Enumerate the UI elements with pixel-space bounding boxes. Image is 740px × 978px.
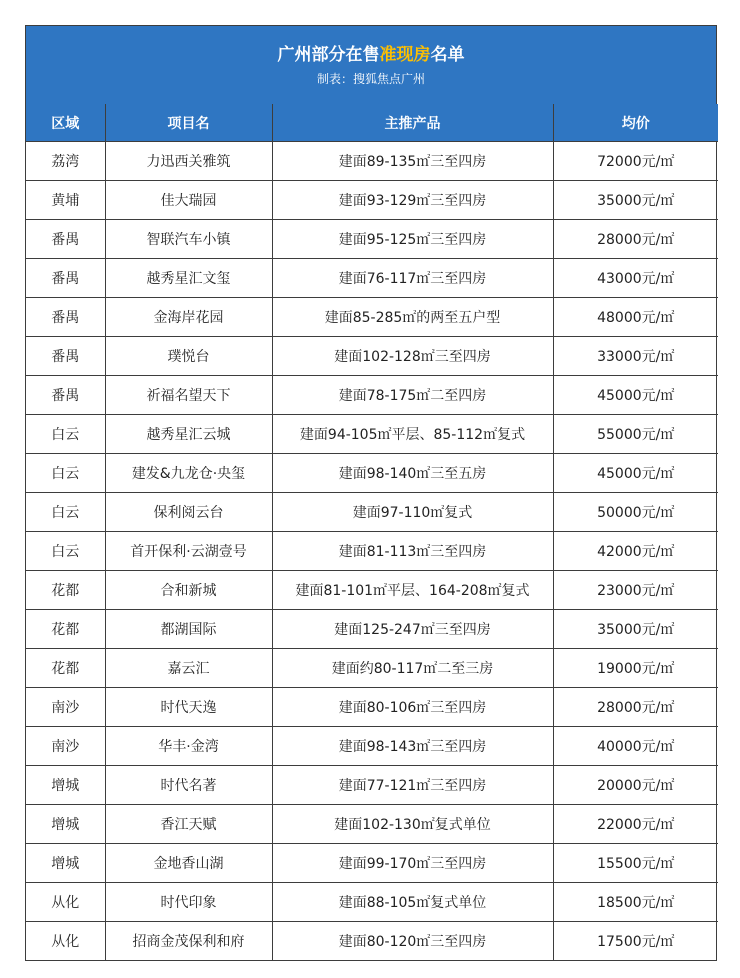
cell-product: 建面81-101㎡平层、164-208㎡复式 <box>272 571 553 610</box>
cell-project: 时代名著 <box>105 766 272 805</box>
cell-district: 从化 <box>26 883 105 922</box>
cell-project: 祈福名望天下 <box>105 376 272 415</box>
cell-product: 建面78-175㎡二至四房 <box>272 376 553 415</box>
cell-district: 增城 <box>26 805 105 844</box>
cell-district: 白云 <box>26 415 105 454</box>
cell-project: 建发&九龙仓·央玺 <box>105 454 272 493</box>
cell-project: 金地香山湖 <box>105 844 272 883</box>
cell-district: 番禺 <box>26 220 105 259</box>
cell-product: 建面89-135㎡三至四房 <box>272 142 553 181</box>
column-header-project: 项目名 <box>105 104 272 142</box>
cell-product: 建面98-140㎡三至五房 <box>272 454 553 493</box>
cell-district: 增城 <box>26 844 105 883</box>
cell-district: 花都 <box>26 649 105 688</box>
cell-project: 智联汽车小镇 <box>105 220 272 259</box>
cell-product: 建面102-130㎡复式单位 <box>272 805 553 844</box>
table-row <box>26 844 718 883</box>
cell-product: 建面93-129㎡三至四房 <box>272 181 553 220</box>
table-row <box>26 883 718 922</box>
cell-project: 合和新城 <box>105 571 272 610</box>
table-row <box>26 649 718 688</box>
title-prefix: 广州部分在售 <box>277 45 380 65</box>
cell-district: 番禺 <box>26 337 105 376</box>
cell-project: 越秀星汇云城 <box>105 415 272 454</box>
title-highlight: 准现房 <box>379 45 431 65</box>
cell-project: 嘉云汇 <box>105 649 272 688</box>
cell-project: 时代印象 <box>105 883 272 922</box>
cell-product: 建面81-113㎡三至四房 <box>272 532 553 571</box>
cell-price: 48000元/㎡ <box>553 298 718 337</box>
column-header-product: 主推产品 <box>272 104 553 142</box>
cell-price: 55000元/㎡ <box>553 415 718 454</box>
column-header-district: 区域 <box>26 104 105 142</box>
table-row <box>26 298 718 337</box>
cell-district: 番禺 <box>26 259 105 298</box>
cell-product: 建面85-285㎡的两至五户型 <box>272 298 553 337</box>
table-row <box>26 610 718 649</box>
cell-district: 从化 <box>26 922 105 961</box>
table-row <box>26 259 718 298</box>
table-row <box>26 727 718 766</box>
cell-district: 白云 <box>26 493 105 532</box>
cell-price: 72000元/㎡ <box>553 142 718 181</box>
cell-district: 南沙 <box>26 688 105 727</box>
table-row <box>26 454 718 493</box>
cell-district: 番禺 <box>26 298 105 337</box>
cell-district: 白云 <box>26 454 105 493</box>
cell-price: 17500元/㎡ <box>553 922 718 961</box>
cell-project: 都湖国际 <box>105 610 272 649</box>
cell-district: 花都 <box>26 571 105 610</box>
cell-price: 28000元/㎡ <box>553 688 718 727</box>
cell-product: 建面95-125㎡三至四房 <box>272 220 553 259</box>
cell-project: 时代天逸 <box>105 688 272 727</box>
table-row <box>26 142 718 181</box>
cell-project: 华丰·金湾 <box>105 727 272 766</box>
table-row <box>26 337 718 376</box>
table-subtitle: 制表：搜狐焦点广州 <box>316 72 425 86</box>
table-title <box>26 43 716 67</box>
cell-district: 黄埔 <box>26 181 105 220</box>
cell-district: 花都 <box>26 610 105 649</box>
table-row <box>26 220 718 259</box>
cell-project: 力迅西关雅筑 <box>105 142 272 181</box>
cell-price: 40000元/㎡ <box>553 727 718 766</box>
cell-product: 建面80-120㎡三至四房 <box>272 922 553 961</box>
cell-price: 50000元/㎡ <box>553 493 718 532</box>
cell-district: 荔湾 <box>26 142 105 181</box>
cell-product: 建面80-106㎡三至四房 <box>272 688 553 727</box>
cell-product: 建面98-143㎡三至四房 <box>272 727 553 766</box>
cell-product: 建面76-117㎡三至四房 <box>272 259 553 298</box>
cell-project: 璞悦台 <box>105 337 272 376</box>
cell-product: 建面88-105㎡复式单位 <box>272 883 553 922</box>
cell-project: 招商金茂保利和府 <box>105 922 272 961</box>
cell-product: 建面97-110㎡复式 <box>272 493 553 532</box>
cell-price: 18500元/㎡ <box>553 883 718 922</box>
cell-price: 15500元/㎡ <box>553 844 718 883</box>
cell-price: 43000元/㎡ <box>553 259 718 298</box>
table-row <box>26 376 718 415</box>
column-header-price: 均价 <box>553 104 718 142</box>
cell-price: 42000元/㎡ <box>553 532 718 571</box>
table-row <box>26 571 718 610</box>
cell-district: 白云 <box>26 532 105 571</box>
cell-district: 增城 <box>26 766 105 805</box>
table-row <box>26 922 718 961</box>
cell-price: 28000元/㎡ <box>553 220 718 259</box>
table-row <box>26 415 718 454</box>
cell-product: 建面99-170㎡三至四房 <box>272 844 553 883</box>
table-row <box>26 766 718 805</box>
cell-project: 首开保利·云湖壹号 <box>105 532 272 571</box>
cell-price: 33000元/㎡ <box>553 337 718 376</box>
title-suffix: 名单 <box>430 45 465 65</box>
cell-product: 建面94-105㎡平层、85-112㎡复式 <box>272 415 553 454</box>
table-banner <box>26 26 716 104</box>
cell-project: 越秀星汇文玺 <box>105 259 272 298</box>
cell-project: 香江天赋 <box>105 805 272 844</box>
cell-product: 建面102-128㎡三至四房 <box>272 337 553 376</box>
cell-price: 19000元/㎡ <box>553 649 718 688</box>
cell-price: 35000元/㎡ <box>553 610 718 649</box>
listing-table <box>26 104 718 960</box>
cell-product: 建面125-247㎡三至四房 <box>272 610 553 649</box>
listing-table-sheet <box>25 25 717 961</box>
cell-district: 番禺 <box>26 376 105 415</box>
table-row <box>26 805 718 844</box>
cell-project: 佳大瑞园 <box>105 181 272 220</box>
cell-product: 建面约80-117㎡二至三房 <box>272 649 553 688</box>
cell-price: 23000元/㎡ <box>553 571 718 610</box>
table-row <box>26 493 718 532</box>
cell-price: 35000元/㎡ <box>553 181 718 220</box>
cell-project: 金海岸花园 <box>105 298 272 337</box>
cell-product: 建面77-121㎡三至四房 <box>272 766 553 805</box>
cell-price: 45000元/㎡ <box>553 454 718 493</box>
cell-project: 保利阅云台 <box>105 493 272 532</box>
cell-price: 45000元/㎡ <box>553 376 718 415</box>
cell-price: 20000元/㎡ <box>553 766 718 805</box>
header-row <box>26 104 718 142</box>
table-row <box>26 688 718 727</box>
table-row <box>26 532 718 571</box>
table-row <box>26 181 718 220</box>
cell-price: 22000元/㎡ <box>553 805 718 844</box>
cell-district: 南沙 <box>26 727 105 766</box>
